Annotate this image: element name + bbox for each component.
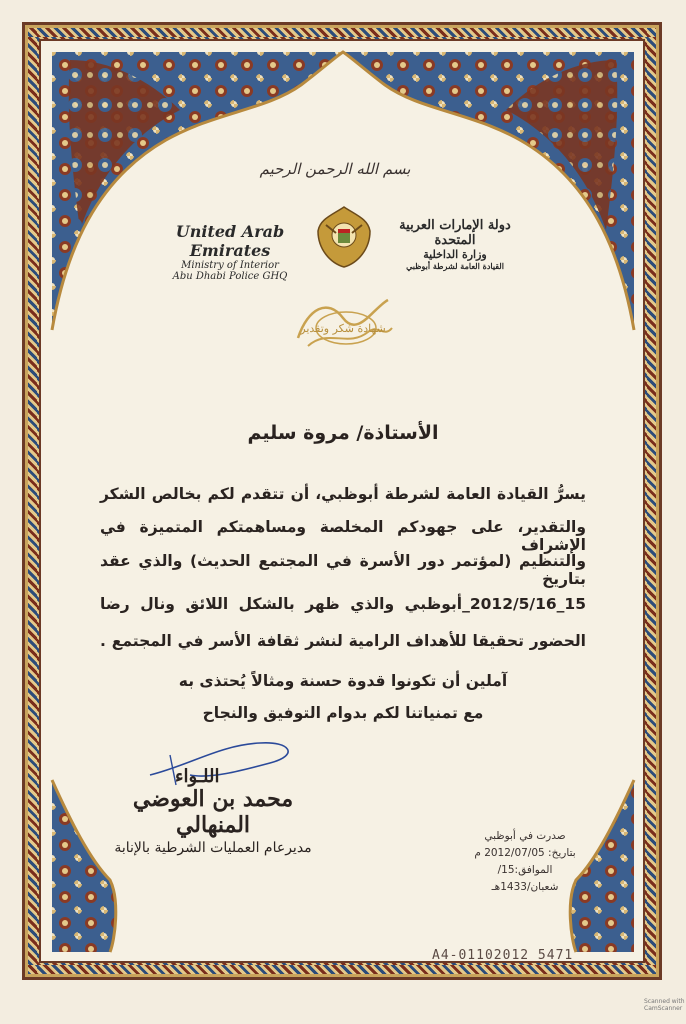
body-line-5: الحضور تحقيقا للأهداف الرامية لنشر ثقافة الأسر في المجتمع . <box>100 632 586 650</box>
falcon-emblem-icon <box>316 205 372 269</box>
body-line-1: يسرُّ القيادة العامة لشرطة أبوظبي، أن تتقدم لكم بخالص الشكر <box>100 485 586 503</box>
country-name-ar: دولة الإمارات العربية المتحدة <box>399 218 511 248</box>
issue-place: صدرت في أبوظبي <box>484 830 566 842</box>
recipient-name: الأستاذة/ مروة سليم <box>247 422 439 444</box>
calligraphy-title <box>288 288 398 358</box>
scanner-watermark: Scanned with CamScanner <box>644 998 685 1012</box>
issue-info <box>465 828 585 896</box>
country-name-en: United Arab Emirates <box>175 222 285 260</box>
ministry-ar: وزارة الداخلية <box>423 248 487 261</box>
body-line-3: والتنظيم (لمؤتمر دور الأسرة في المجتمع الحديث) والذي عقد بتاريخ <box>100 552 586 588</box>
wish-line-2: مع تمنياتنا لكم بدوام التوفيق والنجاح <box>202 704 484 722</box>
calligraphy-text: شهادة شكر وتقدير <box>300 322 386 335</box>
police-hq-ar: القيادة العامة لشرطة أبوظبي <box>406 261 504 271</box>
basmala: بسم الله الرحمن الرحيم <box>259 160 411 178</box>
body-line-4: 15_2012/5/16_أبوظبي والذي ظهر بالشكل اللائق ونال رضا <box>100 595 586 613</box>
police-hq-en: Abu Dhabi Police GHQ <box>172 271 288 282</box>
signatory-name: محمد بن العوضي المنهالي <box>132 786 294 838</box>
issue-date: بتاريخ: 2012/07/05 م <box>474 847 576 859</box>
issue-hijri-date: الموافق:15/شعبان/1433هـ <box>491 864 559 893</box>
signatory-title: مديرعام العمليات الشرطية بالإنابة <box>114 840 312 856</box>
body-line-2: والتقدير، على جهودكم المخلصة ومساهمتكم المتميزة في الإشراف <box>100 518 586 554</box>
ministry-en: Ministry of Interior <box>181 260 279 271</box>
wish-line-1: آملين أن تكونوا قدوة حسنة ومثالاً يُحتذى به <box>178 672 508 690</box>
english-header <box>160 222 300 282</box>
arabic-header <box>380 218 530 271</box>
signatory-rank: اللـواء <box>175 766 220 787</box>
serial-number: A4-01102012 5471 <box>432 948 574 963</box>
